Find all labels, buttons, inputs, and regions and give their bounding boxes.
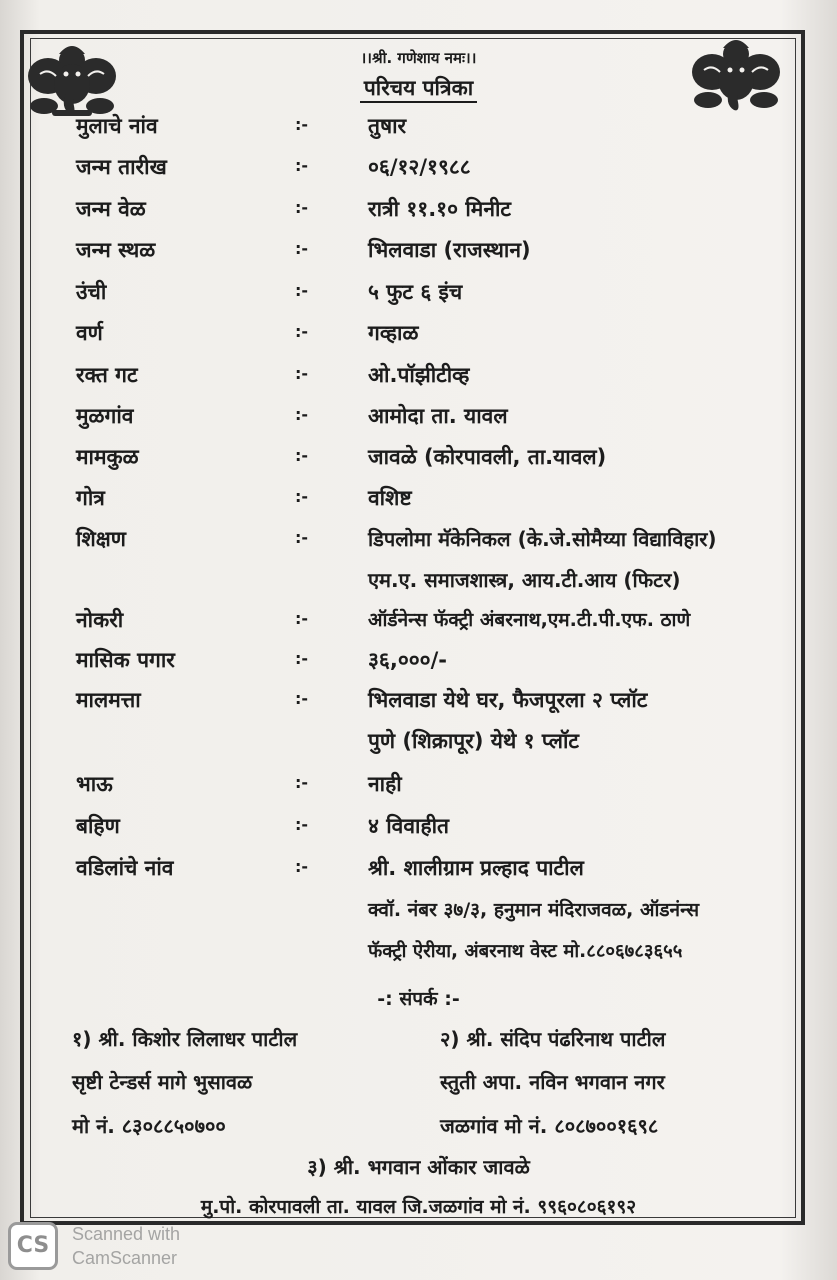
field-value: पुणे (शिक्रापूर) येथे १ प्लॉट — [368, 729, 579, 753]
field-row-job — [0, 606, 837, 642]
field-separator: :- — [295, 857, 309, 876]
field-row-address-cont — [0, 938, 837, 974]
field-value: ऑर्डनेन्स फॅक्ट्री अंबरनाथ,एम.टी.पी.एफ. ठाणे — [368, 609, 691, 631]
field-label: बहिण — [76, 814, 120, 838]
field-separator: :- — [295, 689, 309, 708]
field-value: आमोदा ता. यावल — [368, 404, 508, 428]
field-value: रात्री ११.१० मिनीट — [368, 197, 512, 221]
field-value: वशिष्ट — [368, 486, 412, 510]
field-value: ०६/१२/१९८८ — [368, 155, 471, 179]
field-row-sister — [0, 812, 837, 848]
contact3-name: ३) श्री. भगवान ओंकार जावळे — [307, 1155, 530, 1179]
field-label: नोकरी — [76, 608, 124, 632]
contact1-phone: मो नं. ८३०८८५०७०० — [72, 1114, 226, 1138]
field-row-father-name — [0, 854, 837, 890]
field-separator: :- — [295, 115, 309, 134]
contact1-name: १) श्री. किशोर लिलाधर पाटील — [72, 1027, 298, 1051]
field-label: जन्म स्थळ — [76, 238, 156, 262]
field-row-birth-place — [0, 236, 837, 272]
contact2-phone: जळगांव मो नं. ८०८७००१६९८ — [440, 1114, 659, 1138]
field-row-name — [0, 112, 837, 148]
field-separator: :- — [295, 281, 309, 300]
field-separator: :- — [295, 773, 309, 792]
field-row-salary — [0, 646, 837, 682]
field-value: क्वॉ. नंबर ३७/३, हनुमान मंदिराजवळ, ऑडनंन्स — [368, 899, 700, 921]
field-label: जन्म वेळ — [76, 197, 146, 221]
field-label: मासिक पगार — [76, 648, 175, 672]
field-value: ३६,०००/- — [368, 648, 447, 672]
field-separator: :- — [295, 528, 309, 547]
field-row-height — [0, 278, 837, 314]
field-separator: :- — [295, 364, 309, 383]
field-label: गोत्र — [76, 486, 105, 510]
field-separator: :- — [295, 239, 309, 258]
field-value: ५ फुट ६ इंच — [368, 280, 463, 304]
field-value: भिलवाडा येथे घर, फैजपूरला २ प्लॉट — [368, 688, 648, 712]
field-value: ४ विवाहीत — [368, 814, 450, 838]
camscanner-watermark — [72, 1222, 180, 1270]
field-separator: :- — [295, 446, 309, 465]
field-row-native-village — [0, 402, 837, 438]
field-value: फॅक्ट्री ऐरीया, अंबरनाथ वेस्ट मो.८८०६७८३६५५ — [368, 941, 683, 962]
field-label: शिक्षण — [76, 527, 126, 551]
field-row-education — [0, 525, 837, 561]
field-row-birth-date — [0, 153, 837, 189]
field-row-address — [0, 896, 837, 932]
field-value: भिलवाडा (राजस्थान) — [368, 238, 531, 262]
contact2-address: स्तुती अपा. नविन भगवान नगर — [440, 1070, 665, 1094]
field-value: श्री. शालीग्राम प्रल्हाद पाटील — [368, 856, 584, 880]
field-row-education-cont — [0, 566, 837, 602]
field-row-property-cont — [0, 727, 837, 763]
field-separator: :- — [295, 609, 309, 628]
field-label: मामकुळ — [76, 445, 139, 469]
field-row-birth-time — [0, 195, 837, 231]
field-label: जन्म तारीख — [76, 155, 167, 179]
camscanner-logo-icon: CS — [8, 1222, 58, 1270]
field-value: जावळे (कोरपावली, ता.यावल) — [368, 445, 607, 469]
field-separator: :- — [295, 487, 309, 506]
field-value: एम.ए. समाजशास्त्र, आय.टी.आय (फिटर) — [368, 568, 681, 592]
document-title — [0, 74, 837, 102]
contact-title: -: संपर्क :- — [377, 988, 460, 1010]
field-label: भाऊ — [76, 772, 113, 796]
field-separator: :- — [295, 156, 309, 175]
field-label: रक्त गट — [76, 363, 138, 387]
field-separator: :- — [295, 649, 309, 668]
field-row-gotra — [0, 484, 837, 520]
contact3-address: मु.पो. कोरपावली ता. यावल जि.जळगांव मो नं. ९९६०८०६१९२ — [200, 1196, 637, 1218]
field-row-blood-group — [0, 361, 837, 397]
field-row-property — [0, 686, 837, 722]
field-value: नाही — [368, 772, 402, 796]
field-value: डिपलोमा मॅकेनिकल (के.जे.सोमैय्या विद्याविहार) — [368, 527, 717, 551]
field-row-brother — [0, 770, 837, 806]
watermark-line2: CamScanner — [72, 1248, 178, 1268]
field-label: मालमत्ता — [76, 688, 141, 712]
field-separator: :- — [295, 198, 309, 217]
field-label: मुळगांव — [76, 404, 134, 428]
invocation-text: ।।श्री. गणेशाय नमः।। — [360, 49, 477, 67]
field-label: वडिलांचे नांव — [76, 856, 174, 880]
field-row-complexion — [0, 319, 837, 355]
watermark-line1: Scanned with — [72, 1224, 181, 1244]
field-value: तुषार — [368, 114, 407, 138]
field-label: वर्ण — [76, 321, 103, 345]
field-separator: :- — [295, 322, 309, 341]
field-label: उंची — [76, 280, 107, 304]
document-title-text: परिचय पत्रिका — [360, 76, 477, 103]
field-label: मुलाचे नांव — [76, 114, 158, 138]
field-value: ओ.पॉझीटीव्ह — [368, 363, 470, 387]
contact1-address: सृष्टी टेन्डर्स मागे भुसावळ — [72, 1070, 253, 1094]
contact2-name: २) श्री. संदिप पंढरिनाथ पाटील — [440, 1027, 666, 1051]
field-value: गव्हाळ — [368, 321, 419, 345]
field-separator: :- — [295, 815, 309, 834]
field-row-maternal-family — [0, 443, 837, 479]
field-separator: :- — [295, 405, 309, 424]
